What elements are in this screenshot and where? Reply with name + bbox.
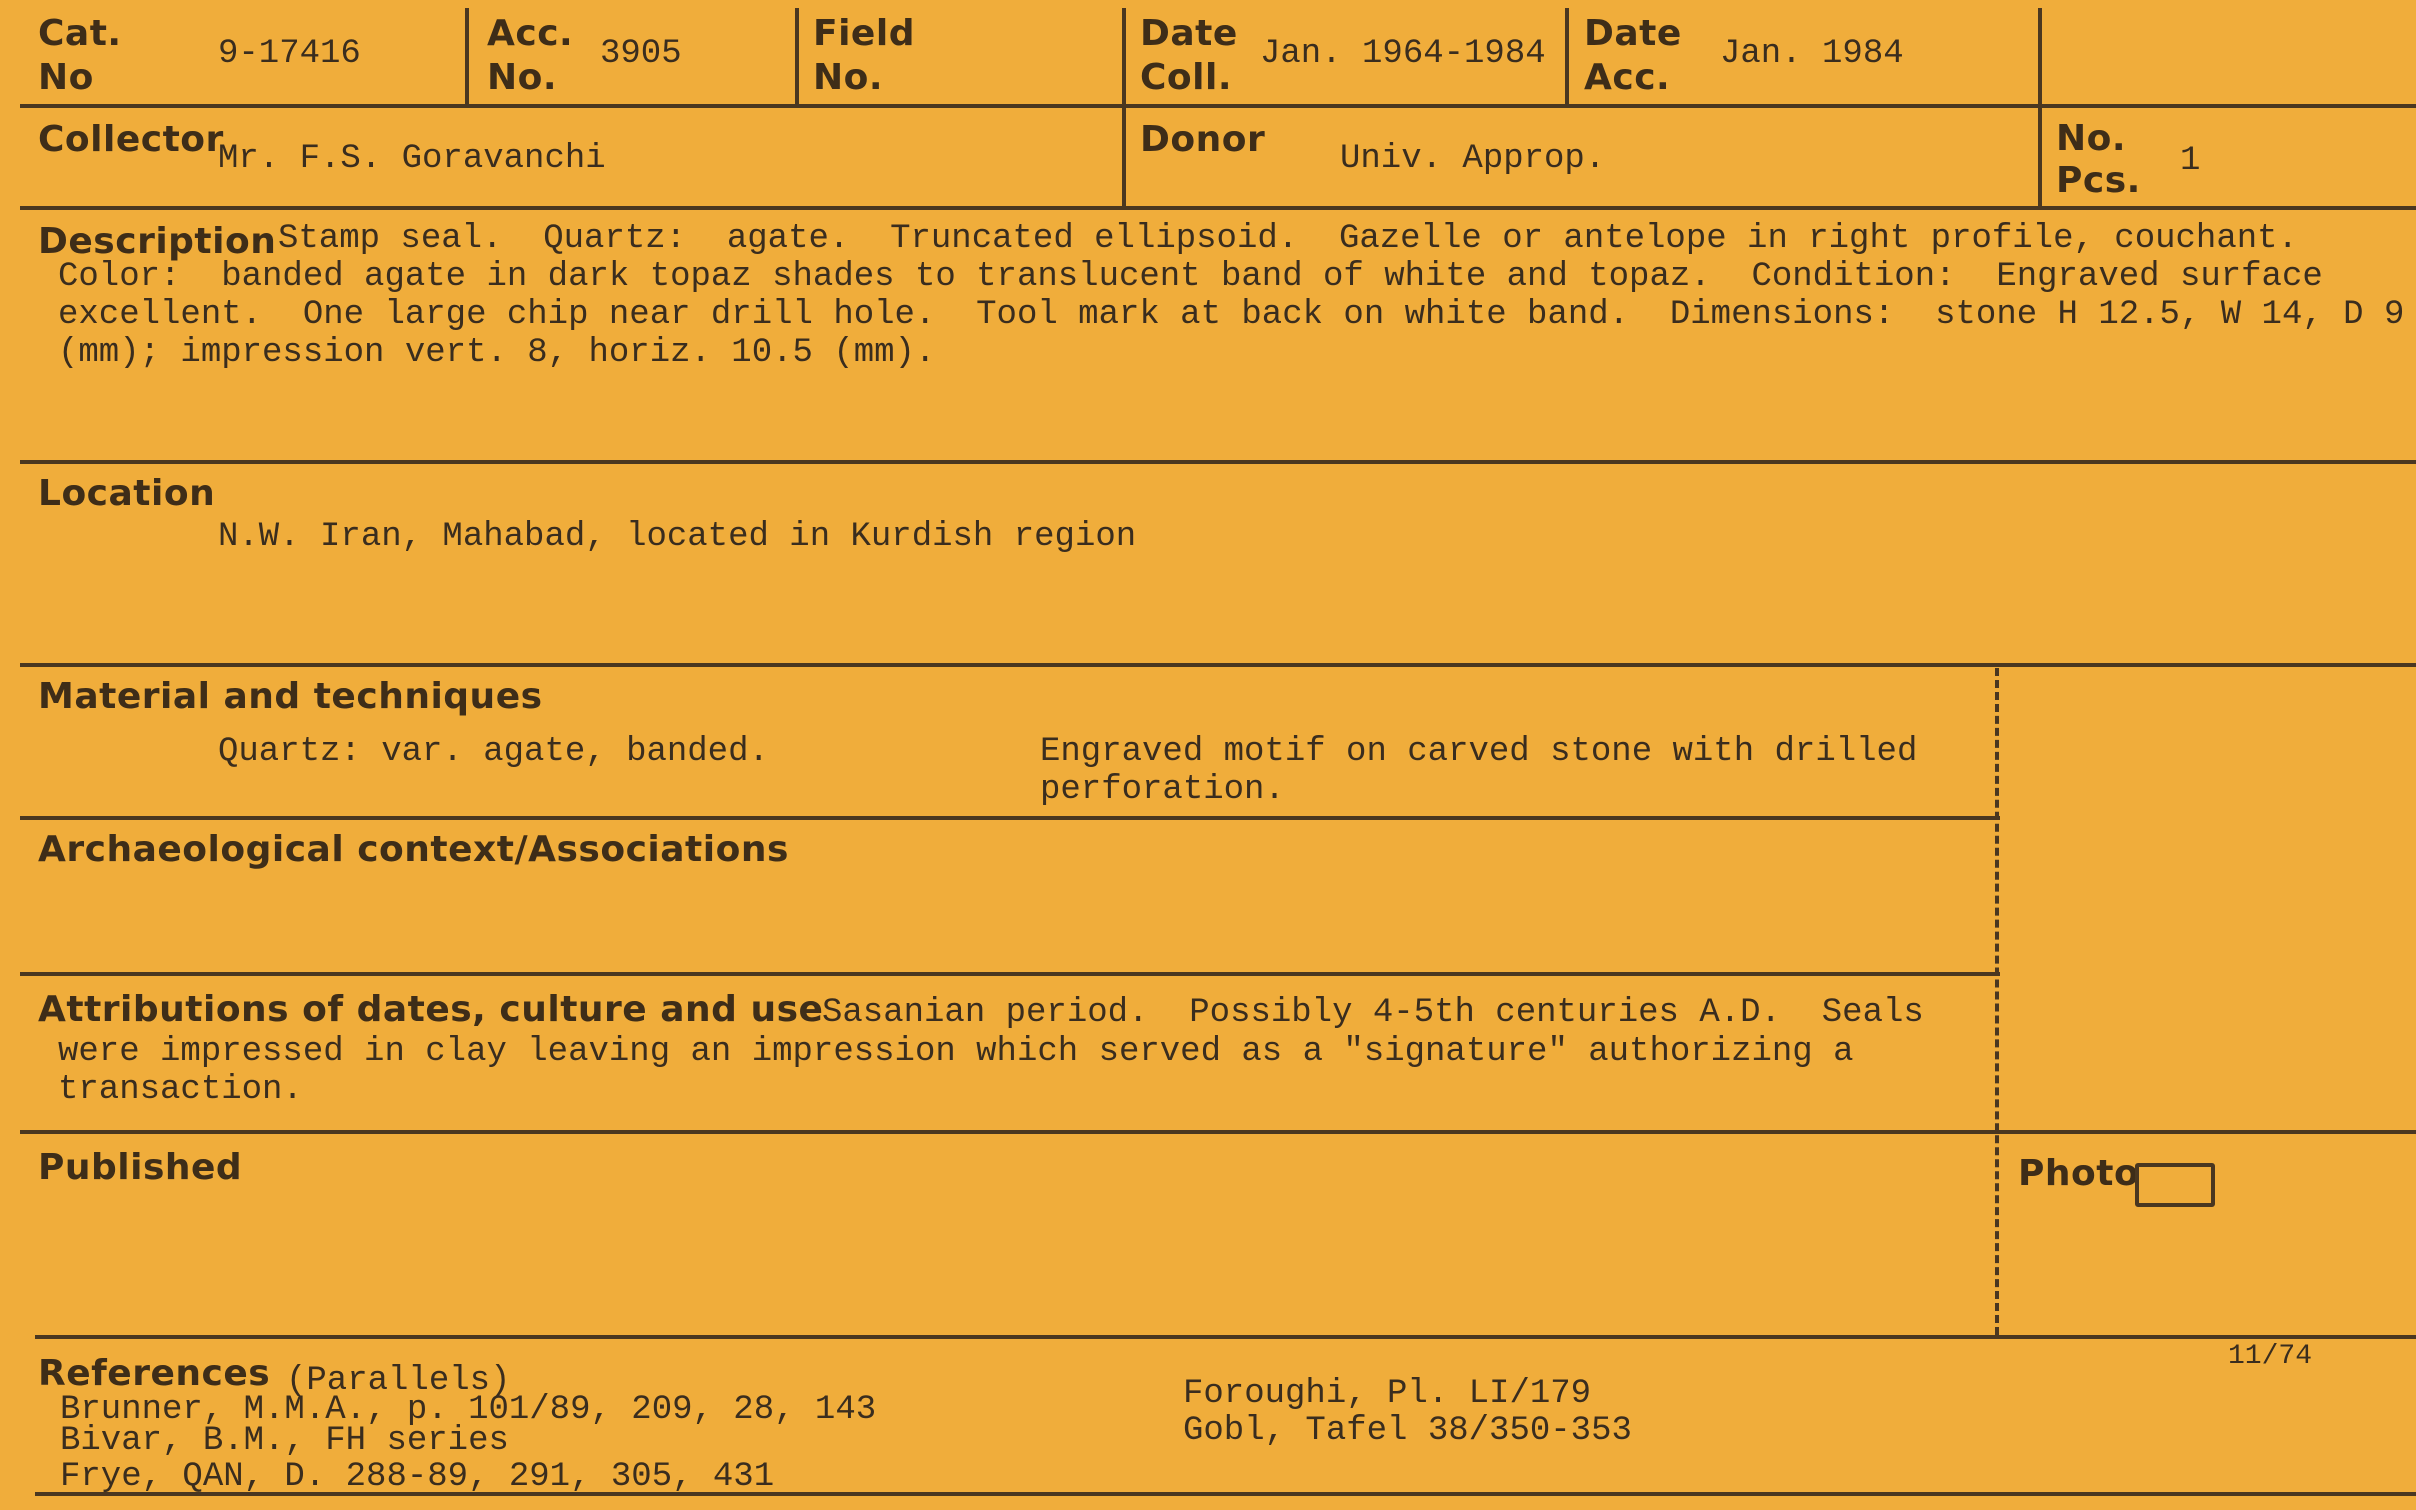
technique-line-1: Engraved motif on carved stone with drilled xyxy=(1040,733,1918,771)
divider-dateacc-blank xyxy=(2038,8,2042,208)
donor-value: Univ. Approp. xyxy=(1340,140,1606,178)
date-coll-value: Jan. 1964-1984 xyxy=(1260,35,1546,73)
divider-photo-column xyxy=(1995,668,1999,1335)
date-acc-label: Date Acc. xyxy=(1584,13,1682,98)
divider-datecoll-dateacc xyxy=(1565,8,1569,106)
acc-no-value: 3905 xyxy=(600,35,682,73)
cat-no-value: 9-17416 xyxy=(218,35,361,73)
rule-header-bottom xyxy=(20,104,2416,108)
location-label: Location xyxy=(38,473,216,514)
rule-material-bottom xyxy=(20,816,2000,820)
description-label: Description xyxy=(38,221,277,262)
rule-row2-bottom xyxy=(20,206,2416,210)
material-label: Material and techniques xyxy=(38,676,543,717)
attributions-line-2: were impressed in clay leaving an impression which served as a "signature" authorizing a xyxy=(58,1033,1854,1071)
photo-checkbox[interactable] xyxy=(2135,1163,2215,1207)
donor-label: Donor xyxy=(1140,119,1266,160)
pcs-label: No. Pcs. xyxy=(2056,118,2141,201)
collector-label: Collector xyxy=(38,119,224,160)
description-line-2: Color: banded agate in dark topaz shades to translucent band of white and topaz. Condition: Engraved surface xyxy=(58,258,2323,296)
collector-value: Mr. F.S. Goravanchi xyxy=(218,140,606,178)
technique-line-2: perforation. xyxy=(1040,771,1285,809)
published-label: Published xyxy=(38,1147,243,1188)
parallels-note: (Parallels) xyxy=(286,1362,511,1400)
rule-description-bottom xyxy=(20,460,2416,464)
reference-left-2: Bivar, B.M., FH series xyxy=(60,1422,509,1460)
attributions-line-3: transaction. xyxy=(58,1071,303,1109)
reference-right-1: Foroughi, Pl. LI/179 xyxy=(1183,1375,1592,1413)
card-code: 11/74 xyxy=(2228,1341,2313,1372)
location-value: N.W. Iran, Mahabad, located in Kurdish region xyxy=(218,518,1137,556)
date-coll-label: Date Coll. xyxy=(1140,13,1238,98)
pcs-value: 1 xyxy=(2180,142,2201,180)
rule-published-bottom xyxy=(35,1335,2416,1339)
divider-cat-acc xyxy=(465,8,469,106)
description-line-3: excellent. One large chip near drill hole. Tool mark at back on white band. Dimensions: stone H 12.5, W 14, D 9 xyxy=(58,296,2405,334)
context-label: Archaeological context/Associations xyxy=(38,829,789,870)
divider-field-datecoll xyxy=(1122,8,1126,208)
divider-acc-field xyxy=(795,8,799,106)
rule-context-bottom xyxy=(20,972,2000,976)
material-value: Quartz: var. agate, banded. xyxy=(218,733,769,771)
reference-right-2: Gobl, Tafel 38/350-353 xyxy=(1183,1412,1632,1450)
rule-location-bottom xyxy=(20,663,2416,667)
rule-attributions-bottom xyxy=(20,1130,2416,1134)
acc-no-label: Acc. No. xyxy=(487,13,574,98)
field-no-label: Field No. xyxy=(813,13,915,98)
attributions-label: Attributions of dates, culture and use xyxy=(38,989,824,1030)
photo-label: Photo xyxy=(2018,1153,2140,1194)
reference-left-3: Frye, QAN, D. 288-89, 291, 305, 431 xyxy=(60,1458,775,1496)
reference-left-1: Brunner, M.M.A., p. 101/89, 209, 28, 143 xyxy=(60,1391,877,1429)
date-acc-value: Jan. 1984 xyxy=(1720,35,1904,73)
cat-no-label: Cat. No xyxy=(38,13,122,98)
references-label: References xyxy=(38,1353,271,1394)
description-line-1: Stamp seal. Quartz: agate. Truncated ellipsoid. Gazelle or antelope in right profile, couchant. xyxy=(278,220,2298,258)
attributions-line-1: Sasanian period. Possibly 4-5th centuries A.D. Seals xyxy=(822,994,1924,1032)
description-line-4: (mm); impression vert. 8, horiz. 10.5 (mm). xyxy=(58,334,936,372)
